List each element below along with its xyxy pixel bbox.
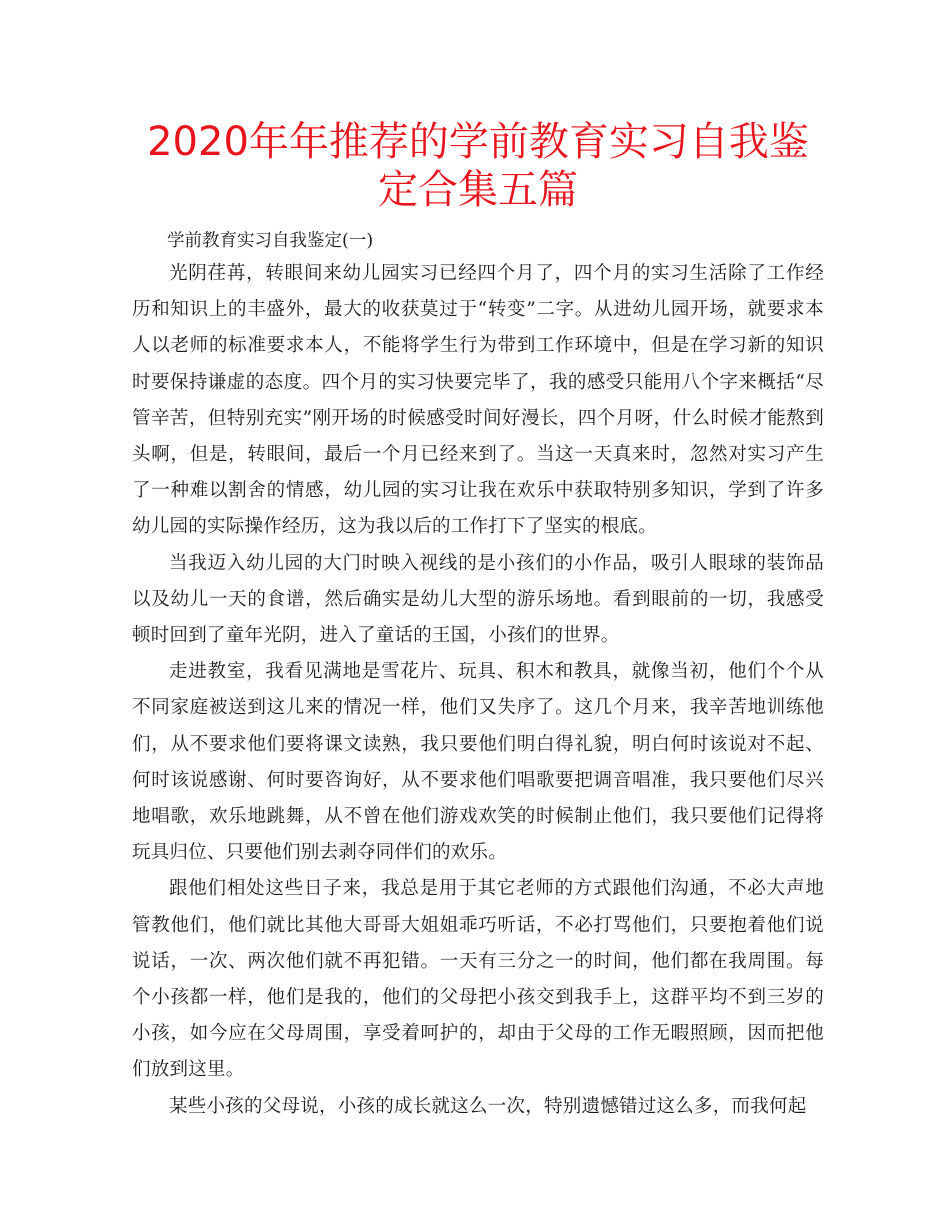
paragraph-2: 当我迈入幼儿园的大门时映入视线的是小孩们的小作品，吸引人眼球的装饰品以及幼儿一天的食谱，然后确实是幼儿大型的游乐场地。看到眼前的一切，我感受顿时回到了童年光阴，进入了童话的王国，小孩们的世界。: [132, 552, 824, 647]
paragraph-5: 某些小孩的父母说，小孩的成长就这么一次，特别遗憾错过这么多，而我何起: [169, 1095, 807, 1117]
paragraph-1: 光阴荏苒，转眼间来幼儿园实习已经四个月了，四个月的实习生活除了工作经历和知识上的丰盛外，最大的收获莫过于“转变”二字。从进幼儿园开场，就要求本人以老师的标准要求本人，不能将学生行为带到工作环境中，但是在学习新的知识时要保持谦虚的态度。四个月的实习快要完毕了，我的感受只能用八个字来概括“尽管辛苦，但特别充实”刚开场的时候感受时间好漫长，四个月呀，什么时候才能熬到头啊，但是，转眼间，最后一个月已经来到了。当这一天真来时，忽然对实习产生了一种难以割舍的情感，幼儿园的实习让我在欢乐中获取特别多知识，学到了许多幼儿园的实际操作经历，这为我以后的工作打下了坚实的根底。: [132, 263, 824, 538]
paragraph-4: 跟他们相处这些日子来，我总是用于其它老师的方式跟他们沟通，不必大声地管教他们，他们就比其他大哥哥大姐姐乖巧听话，不必打骂他们，只要抱着他们说说话，一次、两次他们就不再犯错。一天有三分之一的时间，他们都在我周围。每个小孩都一样，他们是我的，他们的父母把小孩交到我手上，这群平均不到三岁的小孩，如今应在父母周围，享受着呵护的，却由于父母的工作无暇照顾，因而把他们放到这里。: [132, 878, 824, 1081]
paragraph-3: 走进教室，我看见满地是雪花片、玩具、积木和教具，就像当初，他们个个从不同家庭被送到这儿来的情况一样，他们又失序了。这几个月来，我辛苦地训练他们，从不要求他们要将课文读熟，我只要他们明白得礼貌，明白何时该说对不起、何时该说感谢、何时要咨询好，从不要求他们唱歌要把调音唱准，我只要他们尽兴地唱歌，欢乐地跳舞，从不曾在他们游戏欢笑的时候制止他们，我只要他们记得将玩具归位、只要他们别去剥夺同伴们的欢乐。: [132, 661, 824, 864]
section-heading: 学前教育实习自我鉴定(一): [167, 231, 374, 251]
document-title: 2020年年推荐的学前教育实习自我鉴定合集五篇: [147, 119, 809, 213]
